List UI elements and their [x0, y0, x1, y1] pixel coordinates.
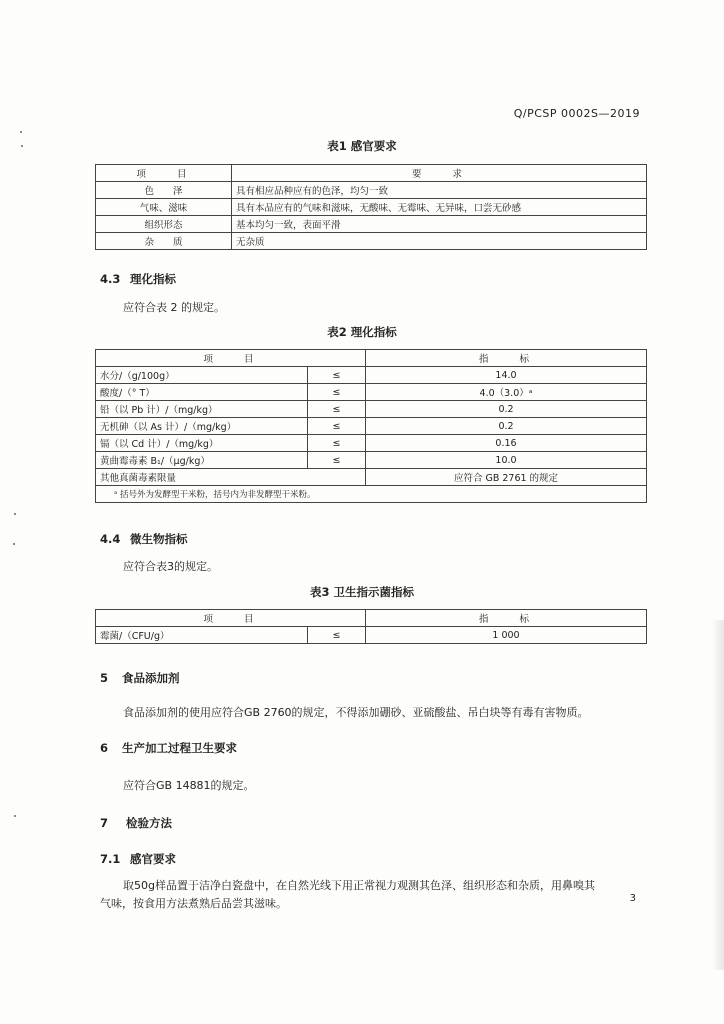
table-cell: 具有本品应有的气味和滋味，无酸味、无霉味、无异味，口尝无砂感 [232, 199, 647, 216]
table-cell: 酸度/（° T） [96, 384, 308, 401]
table-cell: 杂 质 [96, 233, 232, 250]
table-cell: 气味、滋味 [96, 199, 232, 216]
section-title: 生产加工过程卫生要求 [122, 741, 237, 755]
section-number: 6 [100, 741, 109, 755]
section-heading [100, 740, 237, 756]
table-cell: 14.0 [366, 367, 647, 384]
table3-caption: 表3 卫生指示菌指标 [309, 585, 414, 599]
section-number: 7 [100, 816, 109, 830]
table-header-row [96, 165, 647, 182]
page-number: 3 [629, 893, 636, 904]
scan-speck [20, 131, 22, 133]
paragraph-line: 取50g样品置于洁净白瓷盘中，在自然光线下用正常视力观测其色泽、组织形态和杂质，用鼻嗅其 [123, 879, 595, 892]
paragraph-line: 气味，按食用方法煮熟后品尝其滋味。 [100, 897, 287, 910]
table-cell: 无机砷（以 As 计）/（mg/kg） [96, 418, 308, 435]
table-cell: 应符合 GB 2761 的规定 [366, 469, 647, 486]
table-row [96, 384, 647, 401]
table-cell: 色 泽 [96, 182, 232, 199]
table-cell: 镉（以 Cd 计）/（mg/kg） [96, 435, 308, 452]
table-cell: 水分/（g/100g） [96, 367, 308, 384]
table1-caption: 表1 感官要求 [327, 139, 397, 153]
table-header-row [96, 350, 647, 367]
table-cell: 具有相应品种应有的色泽，均匀一致 [232, 182, 647, 199]
table-cell: 组织形态 [96, 216, 232, 233]
table-row [96, 182, 647, 199]
section-number: 5 [100, 671, 109, 685]
section-number: 4.3 [100, 272, 121, 286]
table-cell: 0.2 [366, 418, 647, 435]
table-footnote: ᵃ 括号外为发酵型干米粉，括号内为非发酵型干米粉。 [96, 486, 647, 503]
table-row [96, 216, 647, 233]
table-header-row [96, 610, 647, 627]
paragraph: 应符合GB 14881的规定。 [123, 779, 255, 792]
section-title: 检验方法 [126, 816, 172, 830]
section-heading [100, 851, 176, 867]
section-number: 4.4 [100, 532, 121, 546]
column-header: 项 目 [96, 610, 366, 627]
comparison-symbol: ≤ [308, 367, 366, 384]
comparison-symbol: ≤ [308, 418, 366, 435]
paragraph: 应符合表 2 的规定。 [123, 301, 225, 314]
comparison-symbol: ≤ [308, 627, 366, 644]
column-header: 项 目 [96, 165, 232, 182]
table-cell: 霉菌/（CFU/g） [96, 627, 308, 644]
scan-speck [13, 543, 15, 545]
table-row [96, 627, 647, 644]
table-row [96, 199, 647, 216]
table-cell: 10.0 [366, 452, 647, 469]
table-cell: 4.0（3.0）ᵃ [366, 384, 647, 401]
table-row [96, 469, 647, 486]
table-sensory [95, 164, 647, 250]
paragraph: 应符合表3的规定。 [123, 560, 218, 573]
scan-speck [14, 513, 16, 515]
table-cell: 黄曲霉毒素 B₁/（μg/kg） [96, 452, 308, 469]
section-heading [100, 815, 172, 831]
table-cell: 其他真菌毒素限量 [96, 469, 366, 486]
comparison-symbol: ≤ [308, 452, 366, 469]
table-row [96, 418, 647, 435]
table-row [96, 452, 647, 469]
table-row [96, 435, 647, 452]
column-header: 指 标 [366, 350, 647, 367]
column-header: 指 标 [366, 610, 647, 627]
table-row [96, 367, 647, 384]
table-cell: 无杂质 [232, 233, 647, 250]
table-physicochemical [95, 349, 647, 503]
comparison-symbol: ≤ [308, 384, 366, 401]
section-number: 7.1 [100, 852, 121, 866]
paragraph: 食品添加剂的使用应符合GB 2760的规定，不得添加硼砂、亚硫酸盐、吊白块等有毒有害物质。 [123, 706, 589, 719]
comparison-symbol: ≤ [308, 401, 366, 418]
section-heading [100, 670, 180, 686]
section-title: 食品添加剂 [122, 671, 180, 685]
section-heading [100, 531, 188, 547]
section-heading [100, 271, 176, 287]
column-header: 要 求 [232, 165, 647, 182]
table-cell: 0.2 [366, 401, 647, 418]
table-cell: 0.16 [366, 435, 647, 452]
table-microbial [95, 609, 647, 644]
document-code: Q/PCSP 0002S—2019 [513, 107, 640, 120]
section-title: 微生物指标 [130, 532, 188, 546]
section-title: 理化指标 [130, 272, 176, 286]
table-cell: 基本均匀一致，表面平滑 [232, 216, 647, 233]
scan-speck [14, 815, 16, 817]
table2-caption: 表2 理化指标 [327, 325, 397, 339]
table-cell: 1 000 [366, 627, 647, 644]
scan-edge-shadow [712, 620, 724, 970]
table-row [96, 401, 647, 418]
section-title: 感官要求 [130, 852, 176, 866]
comparison-symbol: ≤ [308, 435, 366, 452]
column-header: 项 目 [96, 350, 366, 367]
table-cell: 铅（以 Pb 计）/（mg/kg） [96, 401, 308, 418]
table-footnote-row [96, 486, 647, 503]
table-row [96, 233, 647, 250]
